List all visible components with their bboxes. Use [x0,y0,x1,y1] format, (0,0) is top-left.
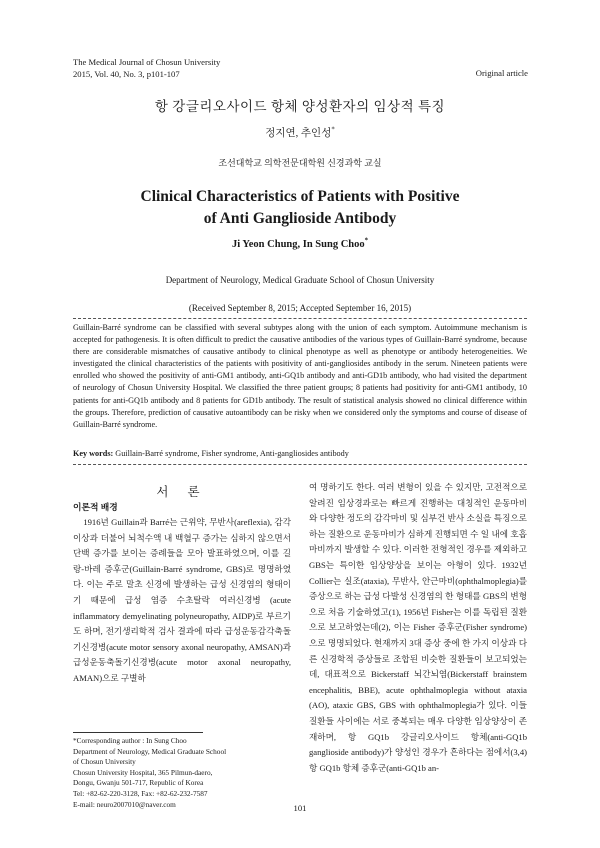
footnote-line: Chosun University Hospital, 365 Pilmun-daero, [73,767,213,777]
keywords [73,448,527,460]
right-column [309,480,527,776]
page-number: 101 [293,803,307,813]
journal-name: The Medical Journal of Chosun University [73,57,221,67]
received-dates: (Received September 8, 2015; Accepted September 16, 2015) [188,303,412,313]
corresponding-author-footnote [73,736,303,810]
english-authors [0,239,600,250]
journal-volume: 2015, Vol. 40, No. 3, p101-107 [73,69,180,79]
footnote-divider [73,732,203,733]
footnote-line: Tel: +82-62-220-3128, Fax: +82-62-232-7587 [73,788,208,798]
keywords-label: Key words: [73,449,114,458]
korean-affiliation: 조선대학교 의학전문대학원 신경과학 교실 [218,158,382,168]
english-author-mark: * [364,237,369,245]
korean-author-names: 정지연, 추인성 [265,128,332,139]
footnote-line: Dongu, Gwanju 501-717, Republic of Korea [73,778,204,788]
section-title: 서 론 [156,485,208,499]
footnote-line: of Chosun University [73,757,136,767]
footnote-line: Department of Neurology, Medical Graduate School [73,746,227,756]
abstract: Guillain-Barré syndrome can be classified with several subtypes along with the union of each symptom. Autoimmune mechanism is accepted for pathogenesis. It is often difficult to predict the causative antibodies of the various types of Guillain-Barré syndrome, because there are considerable mismatches of causative antibody to clinical phenotype as well as phenotype or antibody heterogeneities. We investigated the clinical characteristics of the patients with positivity of anti-gangliosides antibody in the serum. Nineteen patients were enrolled who showed the positivity of anti-GM1 antibody, anti-GQ1b antibody and anti-GD1b antibody, who had visited the department of neurology of Chosun University Hospital. We classified the three patient groups; 8 patients had positivity for anti-GM1 antibody, 10 patients for anti-GQ1b antibody and 8 patients for GD1b antibody. The result of statistical analysis showed no clinical difference within the groups. Therefore, prediction of causative autoantibody can be risky when we considered only the symptoms and course of disease of Guillain-Barré syndrome. [73,323,527,429]
keywords-list: Guillain-Barré syndrome, Fisher syndrome, Anti-gangliosides antibody [113,449,349,458]
left-paragraph: 1916년 Guillain과 Barré는 근위약, 무반사(areflexia), 감각이상과 더불어 뇌척수액 내 백혈구 증가는 심하지 않으면서 단백 증가를 보이는 증례들을 모아 발표하였으며, 이를 길랑-바레 증후군(Guillain-Barré syndrome, GBS)로 명명하였다. 이는 주로 말초 신경에 발생하는 급성 신경염의 형태이기 때문에 급성 염증 수초탈락 여러신경병 (acute inflammatory demyelinating polyneuropathy, AIDP)로 부르기도 하며, 전기생리학적 검사 결과에 따라 급성운동감각축돌기신경병(acute motor sensory axonal neuropathy, AMSAN)과 급성운동축돌기신경병(acute motor axonal neuropathy, AMAN)으로 구별하 [73,517,291,683]
article-type: Original article [475,68,528,78]
korean-title: 항 강글리오사이드 항체 양성환자의 임상적 특징 [154,99,446,114]
footnote-line: *Corresponding author : In Sung Choo [73,736,187,745]
english-affiliation: Department of Neurology, Medical Graduate School of Chosun University [165,275,435,285]
english-author-names: Ji Yeon Chung, In Sung Choo [231,239,365,250]
english-title-line2: of Anti Ganglioside Antibody [203,210,397,227]
subsection-title: 이론적 배경 [73,502,118,512]
abstract-bottom-divider [73,464,527,465]
footnote-email: E-mail: neuro2007010@naver.com [73,799,176,809]
right-paragraph: 여 명하기도 한다. 여러 변형이 있을 수 있지만, 고전적으로 알려진 임상경과로는 빠르게 진행하는 대칭적인 운동마비와 다양한 정도의 감각마비 및 심부건 반사 소실을 특징으로 하는 질환으로 운동마비가 심하게 진행되면 수 일 내에 호흡마비까지 발생할 수 있다. 이러한 전형적인 경우를 제외하고 GBS는 특이한 임상양상을 보이는 아형이 있다. 1932년 Collier는 실조(ataxia), 무반사, 안근마비(ophthalmoplegia)를 증상으로 하는 급성 다발성 신경염의 한 형태를 GBS의 변형으로 처음 기술하였고(1), 1956년 Fisher는 이를 독립된 질환으로 보고하였는데(2), 이는 Fisher 증후군(Fisher syndrome)으로 명명되었다. 현재까지 3대 증상 중에 한 가지 이상과 다른 신경학적 증상들로 조합된 비슷한 질환들이 보고되었는데, 대표적으로 Bickerstaff 뇌간뇌염(Bickerstaff brainstem encephalitis, BBE), acute ophthalmoplegia without ataxia (AO), ataxic GBS, GBS with ophthalmoplegia가 있다. 이들 질환들 사이에는 서로 중복되는 매우 다양한 임상양상이 존재하며, 항 GQ1b 강글리오사이드 항체(anti-GQ1b ganglioside antibody)가 양성인 경우가 흔하다는 점에서(3,4) 항 GQ1b 항체 증후군(anti-GQ1b an- [309,482,527,773]
english-title [0,186,600,230]
korean-author-mark: * [331,126,335,134]
journal-info [73,56,220,80]
english-title-line1: Clinical Characteristics of Patients with Positive [140,188,460,205]
korean-authors [0,125,600,140]
abstract-top-divider [73,318,527,319]
left-column [73,515,291,687]
